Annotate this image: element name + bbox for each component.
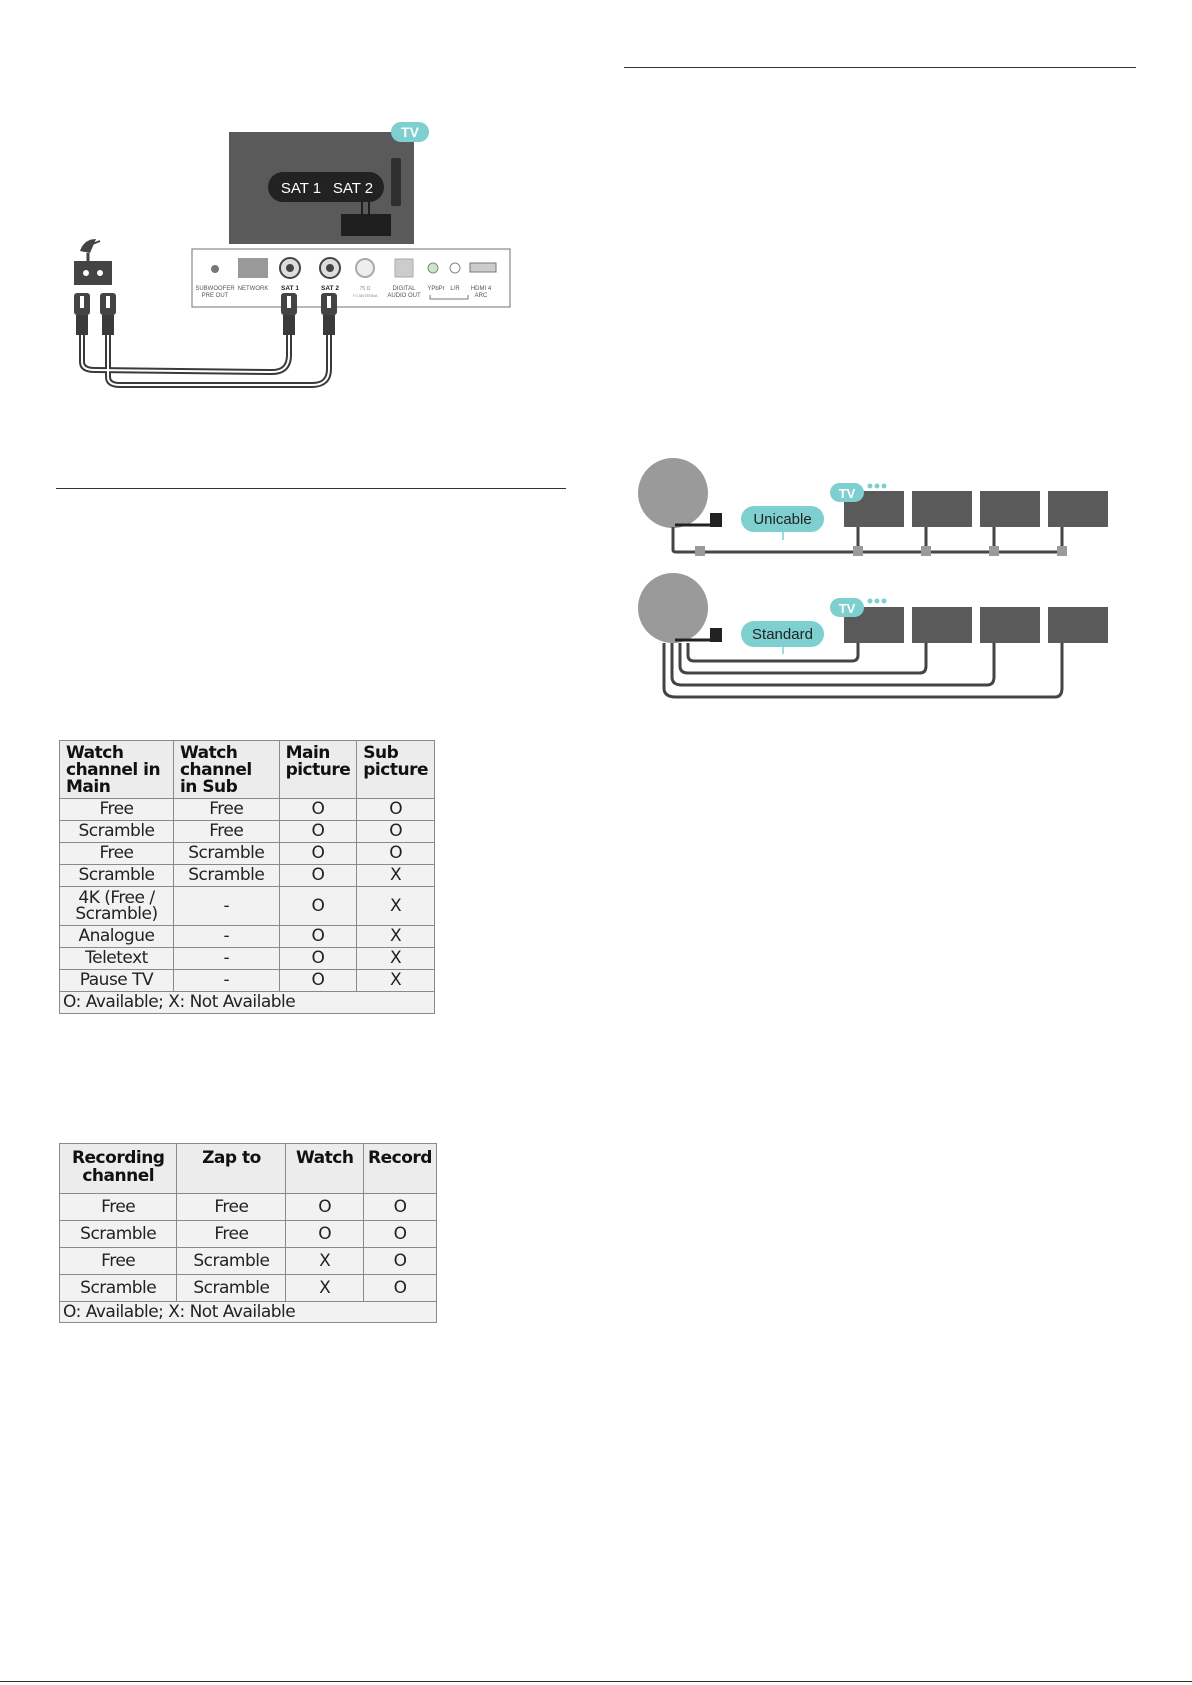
port-label-antenna-line2: TV ANTENNA (352, 293, 378, 298)
port-label-digital-audio: DIGITAL (392, 286, 416, 292)
table-cell: O (279, 865, 357, 887)
port-label-hdmi: HDMI 4 (470, 286, 492, 292)
table-cell: X (357, 948, 435, 970)
sat1-cable (82, 335, 289, 372)
table-cell: Scramble (177, 1248, 286, 1275)
table-cell: - (173, 887, 279, 926)
header-cell: Recording channel (60, 1144, 177, 1194)
right-column-top-rule (624, 67, 1136, 68)
header-cell: Main picture (279, 741, 357, 799)
header-cell: Watch channel in Sub (173, 741, 279, 799)
table-cell: X (286, 1275, 364, 1302)
header-cell: Watch (286, 1144, 364, 1194)
table-cell: Free (173, 821, 279, 843)
table-note: O: Available; X: Not Available (60, 1302, 437, 1323)
port-label-sat2: SAT 2 (321, 285, 339, 292)
port-label-digital-audio-line2: AUDIO OUT (387, 293, 421, 299)
table-cell: Scramble (177, 1275, 286, 1302)
port-label-hdmi-line2: ARC (474, 293, 488, 299)
header-cell: Zap to (177, 1144, 286, 1194)
satellite-dish-icon (80, 239, 100, 261)
tv-standard-2 (912, 607, 972, 643)
header-cell: Record (364, 1144, 437, 1194)
table-note: O: Available; X: Not Available (60, 992, 435, 1014)
port-label-lr: L/R (450, 286, 460, 292)
hdmi-port-icon (470, 263, 496, 272)
page-footer-rule (0, 1681, 1192, 1682)
table-cell: Scramble (60, 1275, 177, 1302)
table-cell: O (357, 821, 435, 843)
tv-unicable-4 (1048, 491, 1108, 527)
table-cell: Free (60, 843, 174, 865)
table-cell: O (364, 1248, 437, 1275)
antenna-port-icon (356, 259, 374, 277)
table-header-row (60, 741, 435, 799)
table-note-row (60, 992, 435, 1014)
port-label-subwoofer-line2: PRE OUT (201, 293, 229, 299)
table-cell: Teletext (60, 948, 174, 970)
header-cell: Sub picture (357, 741, 435, 799)
table-cell: O (364, 1275, 437, 1302)
table-row (60, 970, 435, 992)
tv-standard-4 (1048, 607, 1108, 643)
port-label-sat1: SAT 1 (281, 285, 299, 292)
table-cell: O (279, 799, 357, 821)
table-row (60, 1248, 437, 1275)
standard-row (638, 573, 1108, 697)
table-row (60, 1275, 437, 1302)
table-cell: O (279, 948, 357, 970)
table-cell: Scramble (60, 821, 174, 843)
table-cell: O (286, 1221, 364, 1248)
table-cell: Free (60, 1248, 177, 1275)
table-cell: Free (173, 799, 279, 821)
tv-badge-text: TV (401, 124, 419, 140)
satellite-connection-diagram (50, 115, 530, 425)
table-cell: Analogue (60, 926, 174, 948)
table-row (60, 1194, 437, 1221)
unicable-standard-diagram (630, 455, 1120, 700)
table-cell: Scramble (60, 865, 174, 887)
unicable-row (638, 458, 1108, 556)
unicable-label: Unicable (753, 511, 812, 528)
table-row (60, 887, 435, 926)
tv-badge-standard-text: TV (838, 601, 856, 616)
recording-availability-table (59, 1143, 437, 1323)
table-cell: X (357, 865, 435, 887)
table-cell: X (357, 926, 435, 948)
table-cell: Free (177, 1194, 286, 1221)
port-label-ypbpr: YPbPr (427, 286, 445, 292)
table-cell: O (286, 1194, 364, 1221)
table-cell: - (173, 948, 279, 970)
table-cell: X (357, 970, 435, 992)
table-cell: O (279, 821, 357, 843)
tv-unicable-3 (980, 491, 1040, 527)
tv-standard-3 (980, 607, 1040, 643)
table-cell: - (173, 926, 279, 948)
tv-badge-unicable-text: TV (838, 486, 856, 501)
table-row (60, 1221, 437, 1248)
table-cell: O (279, 887, 357, 926)
tv-unicable-2 (912, 491, 972, 527)
table-cell: Scramble (60, 1221, 177, 1248)
satellite-dish-standard (638, 573, 708, 643)
lnb-box (74, 261, 112, 285)
standard-label: Standard (752, 626, 813, 643)
port-label-subwoofer: SUBWOOFER (195, 286, 235, 292)
table-header-row (60, 1144, 437, 1194)
left-column-section-rule (56, 488, 566, 489)
table-cell: Free (60, 799, 174, 821)
table-cell: X (286, 1248, 364, 1275)
table-cell: - (173, 970, 279, 992)
table-row (60, 948, 435, 970)
sat1-connector-label: SAT 1 (280, 180, 322, 197)
table-cell: Scramble (173, 865, 279, 887)
table-cell: Free (177, 1221, 286, 1248)
table-cell: O (364, 1221, 437, 1248)
sat2-connector-label: SAT 2 (332, 180, 374, 197)
table-cell: Free (60, 1194, 177, 1221)
header-cell: Watch channel in Main (60, 741, 174, 799)
table-row (60, 843, 435, 865)
table-cell: X (357, 887, 435, 926)
table-note-row (60, 1302, 437, 1323)
pip-availability-table (59, 740, 435, 1014)
port-label-antenna: 75 Ω (359, 286, 371, 292)
table-cell: 4K (Free / Scramble) (60, 887, 174, 926)
table-cell: O (364, 1194, 437, 1221)
satellite-dish-unicable (638, 458, 708, 528)
table-cell: O (357, 843, 435, 865)
table-cell: O (357, 799, 435, 821)
table-cell: O (279, 843, 357, 865)
table-row (60, 799, 435, 821)
table-cell: Scramble (173, 843, 279, 865)
table-cell: O (279, 970, 357, 992)
port-label-network: NETWORK (237, 286, 269, 292)
table-row (60, 865, 435, 887)
table-cell: Pause TV (60, 970, 174, 992)
table-cell: O (279, 926, 357, 948)
table-row (60, 821, 435, 843)
sat2-cable (108, 335, 329, 385)
table-row (60, 926, 435, 948)
